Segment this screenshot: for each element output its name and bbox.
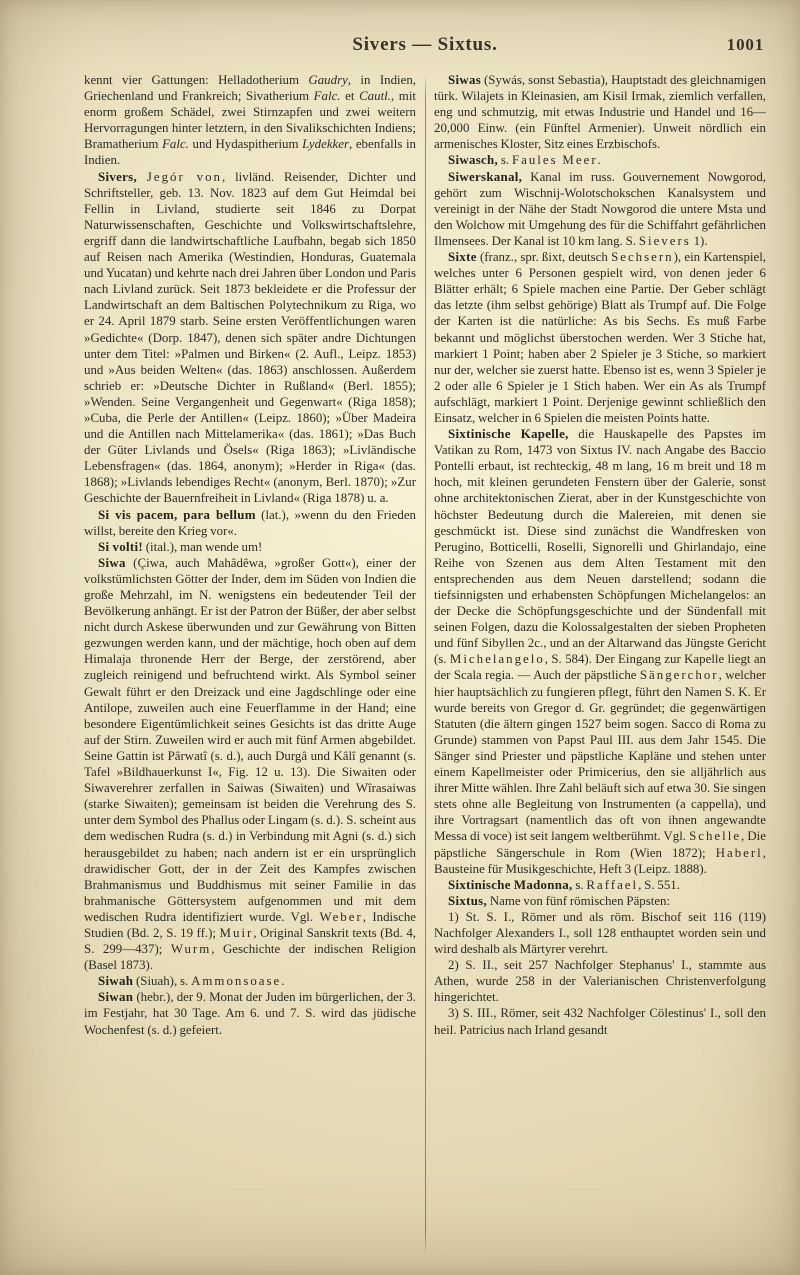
entry-headword: Sixte	[448, 250, 477, 265]
encyclopedia-entry: 2) S. II., seit 257 Nachfolger Stephanus' I., stammte aus Athen, wurde 258 in der Valerianischen Christenverfolgung hingerichtet.	[434, 958, 766, 1005]
entry-headword: Sixtinische Madonna,	[448, 877, 573, 892]
page-header	[84, 34, 766, 64]
entry-headword: Si volti!	[98, 539, 143, 554]
encyclopedia-entry: Siwah (Siuah), s. Ammonsoase.	[98, 974, 285, 989]
page-number: 1001	[726, 35, 764, 54]
running-title: Sivers — Sixtus.	[352, 34, 498, 55]
entry-headword: Siwa	[98, 555, 126, 570]
entry-headword: Sixtus,	[448, 893, 487, 908]
entry-headword: Sivers,	[98, 169, 137, 184]
encyclopedia-entry: Siwan (hebr.), der 9. Monat der Juden im bürgerlichen, der 3. im Festjahr, hat 30 Tage. Am 6. und 7. S. wird das jüdische Wochenfest (s. d.) gefeiert.	[84, 990, 416, 1037]
encyclopedia-entry: Sivers, Jegór von, livländ. Reisender, Dichter und Schriftsteller, geb. 13. Nov. 1823 auf dem Gut Heimdal bei Fellin in Livland, studierte seit 1846 zu Dorpat Naturwissenschaften, Geschichte und Volkswirtschaftslehre, ergriff dann die landwirtschaftliche Laufbahn, begab sich 1850 auf Reisen nach Amerika (Westindien, Honduras, Guatemala und Yucatan) und kehrte nach drei Jahren über London und Paris nach Livland zurück. Seit 1873 bekleidete er die Professur der Landwirtschaft an dem Baltischen Polytechnikum zu Riga, wo er 24. April 1879 starb. Seine ersten Veröffentlichungen waren »Gedichte« (Dorp. 1847), denen sich später andre Dichtungen unter dem Titel: »Palmen und Birken« (2. Aufl., Leipz. 1853) und »Aus beiden Welten« (das. 1863) anschlossen. Außerdem schrieb er: »Deutsche Dichter in Rußland« (Berl. 1855); »Wenden. Seine Vergangenheit und Gegenwart« (Riga 1858); »Cuba, die Perle der Antillen« (Leipz. 1860); »Über Madeira und die Antillen nach Mittelamerika« (das. 1861); »Das Buch der Güter Livlands und Ösels« (Riga 1863); »Livländische Lebensfragen« (das. 1864, anonym); »Herder in Riga« (das. 1868); »Livlands lebendiges Recht« (anonym, Berl. 1870); »Zur Geschichte der Bauernfreiheit in Livland« (Riga 1878) u. a.	[84, 169, 416, 506]
entry-headword: Si vis pacem, para bellum	[98, 507, 256, 522]
encyclopedia-entry: Sixtinische Kapelle, die Hauskapelle des Papstes im Vatikan zu Rom, 1473 von Sixtus IV. nach Angabe des Baccio Pontelli erbaut, ist rechteckig, 48 m lang, 16 m breit und 18 m hoch, mit kleinen gerundeten Fenstern über der Galerie, sonst ohne architektonischen Zierat, aber in der Kunstgeschichte von höchster Bedeutung durch die Malereien, mit denen sie geschmückt ist. Diese sind zunächst die Wandfresken von Perugino, Botticelli, Roselli, Signorelli und Ghirlandajo, eine Reihe von Szenen aus dem Alten Testament mit den entsprechenden aus dem Neuen darstellend; sodann die tiefsinnigsten und erhabensten Schöpfungen Michelangelos: an der Decke die Schöpfungsgeschichte und der Sündenfall mit seinen Folgen, dazu die Kolossalgestalten der sieben Propheten und fünf Sibyllen 2c., und an der Altarwand das Jüngste Gericht (s. Michelangelo, S. 584). Der Eingang zur Kapelle liegt an der Scala regia. — Auch der päpstliche Sängerchor, welcher hier hauptsächlich zu fungieren pflegt, führt den Namen S. K. Er wurde bereits von Gregor d. Gr. gegründet; die gegenwärtigen Statuten (die ältern gingen 1527 beim sogen. Sacco di Roma zu Grunde) stammen von Papst Paul III. aus dem Jahr 1545. Die Sänger sind Priester und päpstliche Kapläne und stehen unter einem Kapellmeister oder Primicerius, den sie alljährlich aus ihrer Mitte wählen. Ihre Zahl beläuft sich auf etwa 30. Sie singen stets ohne alle Begleitung von Instrumenten (a cappella), und ihre Vortragsart (namentlich das oft von ihnen angewandte Messa di voce) ist seit langem weltberühmt. Vgl. Schelle, Die päpstliche Sängerschule in Rom (Wien 1872); Haberl, Bausteine für Musikgeschichte, Heft 3 (Leipz. 1888).	[434, 427, 766, 876]
page-body	[84, 72, 766, 1262]
entry-headword: Siwas	[448, 73, 482, 87]
encyclopedia-entry: Sixtinische Madonna, s. Raffael, S. 551.	[448, 877, 680, 892]
column-right	[434, 72, 766, 1262]
entry-headword: Siwasch,	[448, 153, 499, 168]
encyclopedia-entry: Siwerskanal, Kanal im russ. Gouvernement Nowgorod, gehört zum Wischnij-Wolotschokschen Kanalsystem und vereinigt in der Nähe der Stadt Nowgorod die untere Msta und den Wolchow mit Umgehung des für die Schiffahrt gefährlichen Ilmensees. Der Kanal ist 10 km lang. S. Sievers 1).	[434, 169, 766, 248]
encyclopedia-entry: Siwa (Çiwa, auch Mahâdêwa, »großer Gott«), einer der volkstümlichsten Götter der Inder, dem im Süden von Indien die große Mehrzahl, im N. wenigstens ein bedeutender Teil der Bevölkerung anhängt. Er ist der Patron der Büßer, der aber selbst nicht durch Askese überwunden und zur Gewährung von Bitten gezwungen werden kann, und der mächtige, hoch oben auf dem Himalaja thronende Herr der Berge, der zerstörend, aber zugleich reinigend und befruchtend wirkt. Als Symbol seiner Gewalt führt er den Dreizack und eine Jagdschlinge oder eine Antilope, zuweilen auch eine Feuerflamme in der Hand; eine besondere Eigentümlichkeit seines Gesichts ist das dritte Auge auf der Stirn. Zuweilen wird er auch mit fünf Armen abgebildet. Seine Gattin ist Pârwatî (s. d.), auch Durgâ und Kâlî genannt (s. Tafel »Bildhauerkunst I«, Fig. 12 u. 13). Die Siwaiten oder Siwaverehrer zerfallen in Saiwas (Siwaiten) und Wîrasaiwas (starke Siwaiten); gemeinsam ist beiden die Verehrung des S. unter dem Symbol des Phallus oder Lingam (s. d.). S. scheint aus dem wedischen Rudra (s. d.) in Verbindung mit Agni (s. d.) sich herausgebildet zu haben; nach andern ist er ein ursprünglich drawidischer Gott, der in der Zeit des Kampfes zwischen Brahmanismus und Buddhismus mit seiner Familie in das brahmanische Göttersystem aufgenommen und mit dem wedischen Rudra identifiziert wurde. Vgl. Weber, Indische Studien (Bd. 2, S. 19 ff.); Muir, Original Sanskrit texts (Bd. 4, S. 299—437); Wurm, Geschichte der indischen Religion (Basel 1873).	[84, 555, 416, 973]
encyclopedia-entry: 3) S. III., Römer, seit 432 Nachfolger Cölestinus' I., soll den heil. Patricius nach Irland gesandt	[434, 1006, 766, 1037]
entry-headword: Sixtinische Kapelle,	[448, 427, 569, 442]
entry-headword: Siwerskanal,	[448, 169, 523, 184]
entry-headword: Siwah	[98, 974, 134, 989]
encyclopedia-entry: Sixtus, Name von fünf römischen Päpsten:	[448, 893, 671, 908]
encyclopedia-entry: Si vis pacem, para bellum (lat.), »wenn du den Frieden willst, bereite den Krieg vor«.	[84, 507, 416, 538]
encyclopedia-entry: kennt vier Gattungen: Helladotherium Gaudry, in Indien, Griechenland und Frankreich; Sivatherium Falc. et Cautl., mit enorm großem Schädel, zwei Stirnzapfen und zwei weitern Hervorragungen hinter letztern, in den Sivalikschichten Indiens; Bramatherium Falc. und Hydaspitherium Lydekker, ebenfalls in Indien.	[84, 73, 416, 168]
encyclopedia-entry: 1) St. S. I., Römer und als röm. Bischof seit 116 (119) Nachfolger Alexanders I., soll 128 enthauptet worden sein und wird deshalb als Märtyrer verehrt.	[434, 909, 766, 957]
encyclopedia-entry: Siwasch, s. Faules Meer.	[448, 153, 601, 168]
column-left	[84, 72, 416, 1262]
encyclopedia-entry: Siwas (Sywás, sonst Sebastia), Hauptstadt des gleichnamigen türk. Wilajets in Kleinasien, am Kisil Irmak, ziemlich verfallen, eng und schmutzig, mit etwas Industrie und Handel und 16—20,000 Einw. (ein Fünftel Armenier). Unweit nördlich ein armenisches Kloster, Sitz eines Erzbischofs.	[434, 73, 766, 152]
encyclopedia-entry: Si volti! (ital.), man wende um!	[98, 539, 263, 554]
column-divider	[425, 74, 426, 1256]
entry-headword: Siwan	[98, 990, 134, 1005]
encyclopedia-entry: Sixte (franz., spr. ßixt, deutsch Sechsern), ein Kartenspiel, welches unter 6 Personen gespielt wird, von denen jeder 6 Blätter erhält; 6 Spiele machen eine Partie. Der Geber schlägt das letzte (ihm selbst gehörige) Blatt als Trumpf auf. Die Folge der Karten ist die natürliche: As bis Sechs. Es muß Farbe bekannt und möglichst überstochen werden. Wer 3 Stiche hat, markiert 1 Point; haben aber 2 Spieler je 3 Stiche, so markiert nur der, welcher sie zuerst hatte. Ebenso ist es, wenn 3 Spieler je 2 oder alle 6 Spieler je 1 Stich haben. Wer ein As als Trumpf aufschlägt, markiert 1 Point. Derjenige gewinnt schließlich den Einsatz, welcher in 6 Spielen die meisten Points hatte.	[434, 250, 766, 425]
